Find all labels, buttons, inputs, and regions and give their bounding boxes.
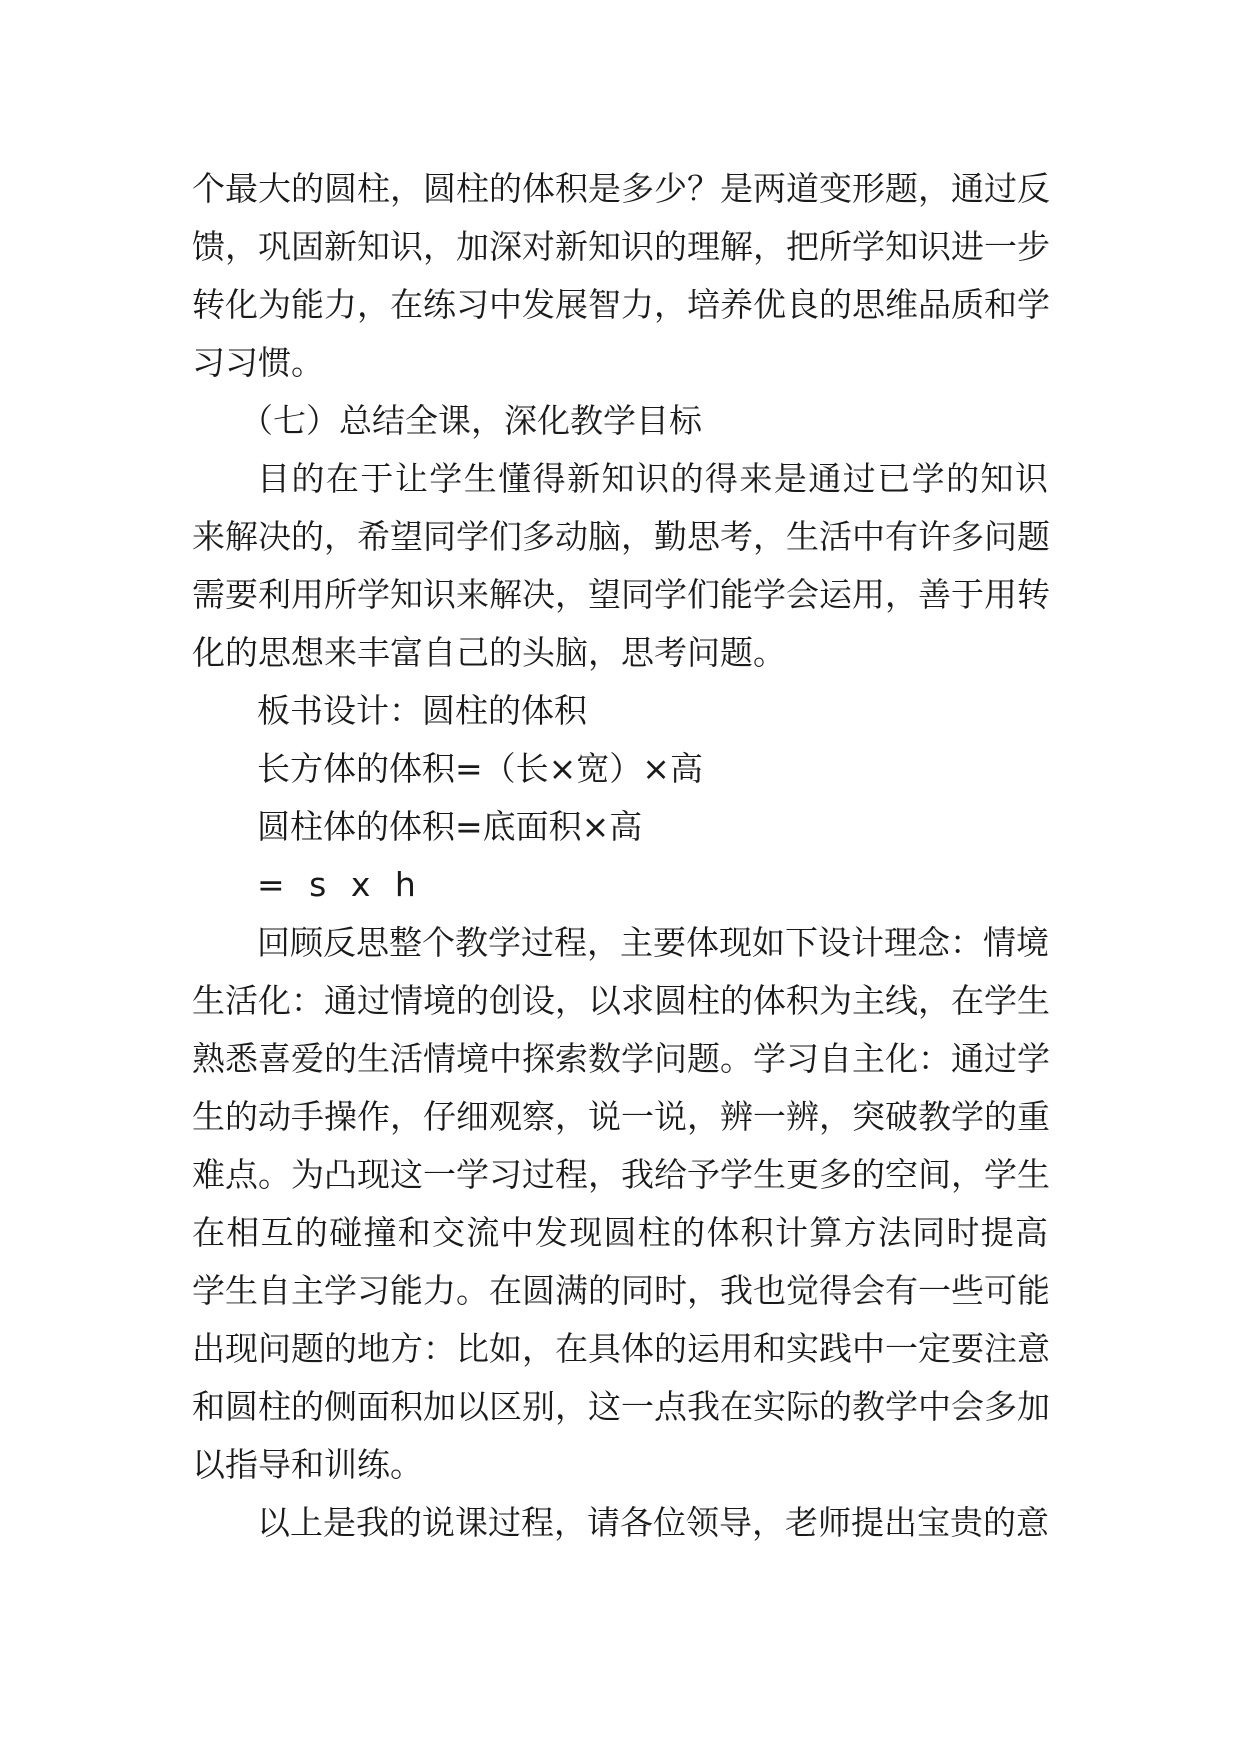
formula-s-times-h: = s x h [257,865,416,904]
text-line: 在相互的碰撞和交流中发现圆柱的体积计算方法同时提高 [192,1213,1048,1252]
text-line: 化的思想来丰富自己的头脑，思考问题。 [192,633,786,672]
text-line: 生的动手操作，仔细观察，说一说，辨一辨，突破教学的重 [192,1097,1050,1136]
text-line: 熟悉喜爱的生活情境中探索数学问题。学习自主化：通过学 [192,1039,1050,1078]
formula-cuboid-volume: 长方体的体积=（长×宽）×高 [257,749,703,788]
board-design-title: 板书设计：圆柱的体积 [257,691,587,730]
paragraph-first-line: 以上是我的说课过程，请各位领导，老师提出宝贵的意 [257,1503,1049,1542]
text-line: 馈，巩固新知识，加深对新知识的理解，把所学知识进一步 [192,227,1050,266]
text-line: 生活化：通过情境的创设，以求圆柱的体积为主线，在学生 [192,981,1050,1020]
text-line: 转化为能力，在练习中发展智力，培养优良的思维品质和学 [192,285,1050,324]
text-line: 来解决的，希望同学们多动脑，勤思考，生活中有许多问题 [192,517,1050,556]
text-line: 难点。为凸现这一学习过程，我给予学生更多的空间，学生 [192,1155,1050,1194]
text-line: 习习惯。 [192,343,324,382]
formula-cylinder-volume: 圆柱体的体积=底面积×高 [257,807,643,846]
text-line: 个最大的圆柱，圆柱的体积是多少？是两道变形题，通过反 [192,169,1050,208]
text-line: 和圆柱的侧面积加以区别，这一点我在实际的教学中会多加 [192,1387,1050,1426]
text-line: 学生自主学习能力。在圆满的同时，我也觉得会有一些可能 [192,1271,1050,1310]
paragraph-first-line: 回顾反思整个教学过程，主要体现如下设计理念：情境 [257,923,1049,962]
text-line: 出现问题的地方：比如，在具体的运用和实践中一定要注意 [192,1329,1050,1368]
paragraph-first-line: 目的在于让学生懂得新知识的得来是通过已学的知识 [257,459,1048,498]
text-line: 需要利用所学知识来解决，望同学们能学会运用，善于用转 [192,575,1050,614]
section-heading: （七）总结全课，深化教学目标 [240,401,702,440]
text-line: 以指导和训练。 [192,1445,423,1484]
